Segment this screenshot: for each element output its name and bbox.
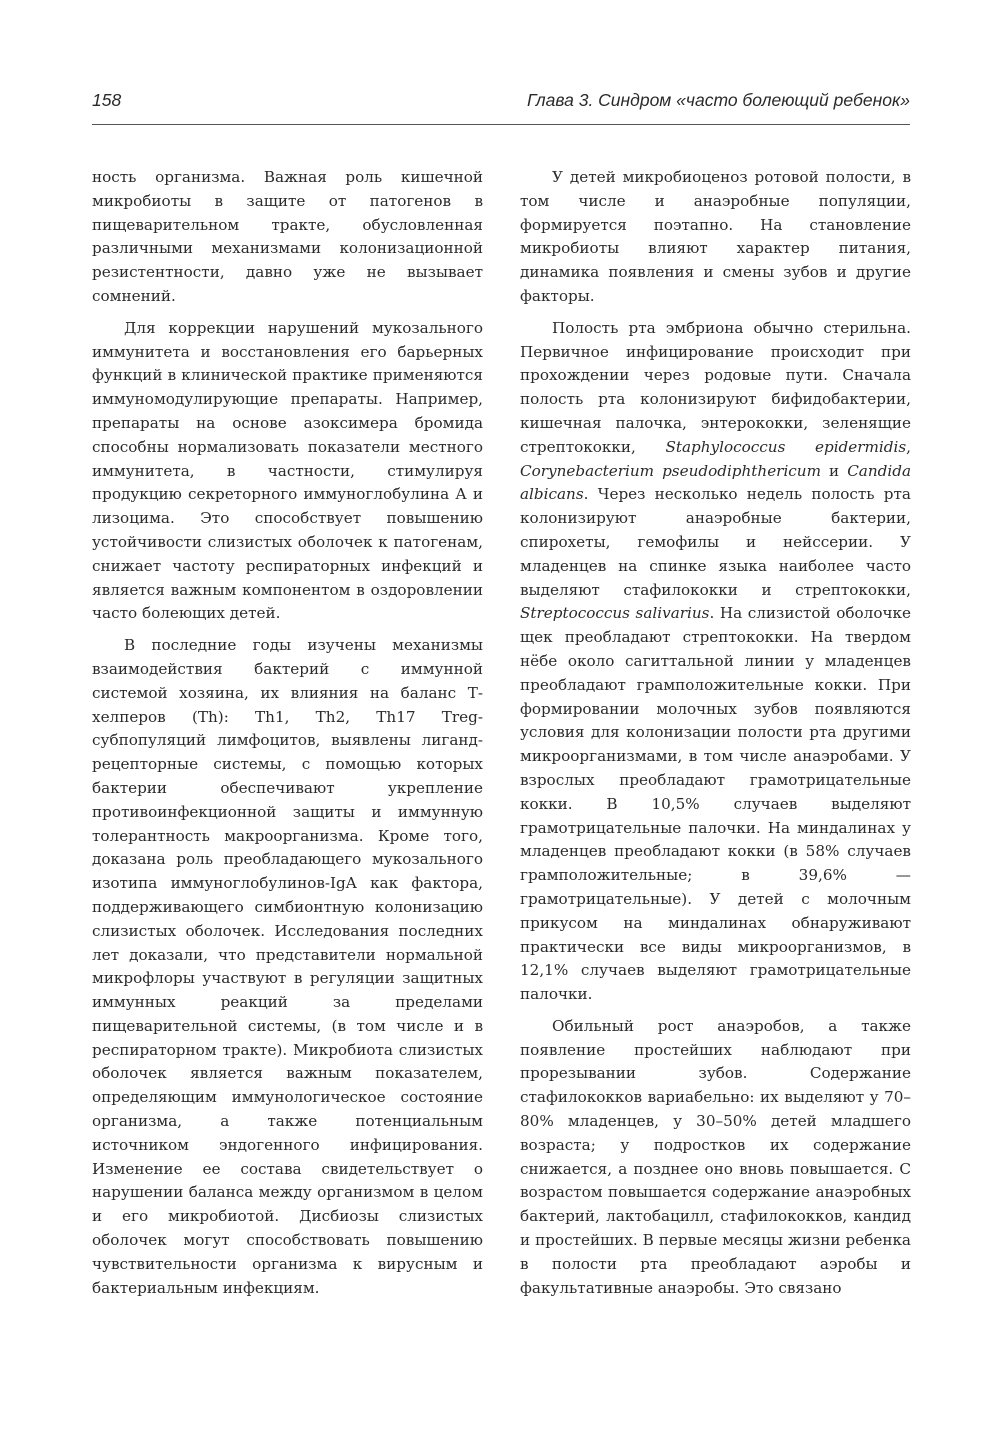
species-name: Streptococcus salivarius: [520, 604, 710, 623]
paragraph: Для коррекции нарушений мукозального иммунитета и восстановления его барьерных функций в клинической практике применяются иммуномодулирующие препараты. Например, препараты на основе азоксимера бромида способны нормализовать показатели местного иммунитета, в частности, стимулируя продукцию секреторного иммуноглобулина А и лизоцима. Это способствует повышению устойчивости слизистых оболочек к патогенам, снижает частоту респираторных инфекций и является важным компонентом в оздоровлении часто болеющих детей.: [92, 318, 483, 623]
paragraph: ность организма. Важная роль кишечной микробиоты в защите от патогенов в пищеварительном тракте, обусловленная различными механизмами колонизационной резистентности, давно уже не вызывает сомнений.: [92, 168, 483, 305]
paragraph: У детей микробиоценоз ротовой полости, в том числе и анаэробные популяции, формируется поэтапно. На становление микробиоты влияют характер питания, динамика появления и смены зубов и другие факторы.: [520, 168, 911, 305]
text-run: Полость рта эмбриона обычно стерильна. Первичное инфицирование происходит при прохождении через родовые пути. Сначала полость рта колонизируют бифидобактерии, кишечная палочка, энтерококки, зеленящие стрептококки,: [520, 318, 911, 456]
left-column: [92, 166, 483, 1308]
species-name: Staphylococcus epidermidis: [665, 437, 907, 456]
species-name: Candida albicans: [520, 461, 912, 504]
paragraph: Обильный рост анаэробов, а также появление простейших наблюдают при прорезывании зубов. Содержание стафилококков вариабельно: их выделяют у 70–80% младенцев, у 30–50% детей младшего возраста; у подростков их содержание снижается, а позднее оно вновь повышается. С возрастом повышается содержание анаэробных бактерий, лактобацилл, стафилококков, кандид и простейших. В первые месяцы жизни ребенка в полости рта преобладают аэробы и факультативные анаэробы. Это связано: [520, 1016, 911, 1297]
header-rule: [92, 124, 910, 125]
page-number: 158: [92, 90, 122, 110]
text-run: ,: [906, 437, 911, 456]
text-run: и: [829, 461, 840, 480]
running-head: Глава 3. Синдром «часто болеющий ребенок»: [527, 90, 910, 110]
paragraph: [520, 317, 911, 1007]
right-column: [520, 166, 911, 1308]
text-run: . Через несколько недель полость рта колонизируют анаэробные бактерии, спирохеты, гемофилы и нейссерии. У младенцев на спинке языка наиболее часто выделяют стафилококки и стрептококки,: [520, 485, 911, 599]
text-run: . На слизистой оболочке щек преобладают стрептококки. На твердом нёбе около сагиттальной линии у младенцев преобладают грамположительные кокки. При формировании молочных зубов появляются условия для колонизации полости рта другими микроорганизмами, в том числе анаэробами. У взрослых преобладают грамотрицательные кокки. В 10,5% случаев выделяют грамотрицательные палочки. На миндалинах у младенцев преобладают кокки (в 58% случаев грамположительные; в 39,6% — грамотрицательные). У детей с молочным прикусом на миндалинах обнаруживают практически все виды микроорганизмов, в 12,1% случаев выделяют грамотрицательные палочки.: [520, 604, 911, 1004]
paragraph: В последние годы изучены механизмы взаимодействия бактерий с иммунной системой хозяина, их влияния на баланс Т-хелперов (Th): Th1, Th2, Th17 Treg-субпопуляций лимфоцитов, выявлены лиганд-рецепторные системы, с помощью которых бактерии обеспечивают укрепление противоинфекционной защиты и иммунную толерантность макроорганизма. Кроме того, доказана роль преобладающего мукозального изотипа иммуноглобулинов-IgA как фактора, поддерживающего симбионтную колонизацию слизистых оболочек. Исследования последних лет доказали, что представители нормальной микрофлоры участвуют в регуляции защитных иммунных реакций за пределами пищеварительной системы, (в том числе и в респираторном тракте). Микробиота слизистых оболочек является важным показателем, определяющим иммунологическое состояние организма, а также потенциальным источником эндогенного инфицирования. Изменение ее состава свидетельствует о нарушении баланса между организмом в целом и его микробиотой. Дисбиозы слизистых оболочек могут способствовать повышению чувствительности организма к вирусным и бактериальным инфекциям.: [92, 636, 483, 1297]
species-name: Corynebacterium pseudodiphthericum: [520, 461, 821, 480]
